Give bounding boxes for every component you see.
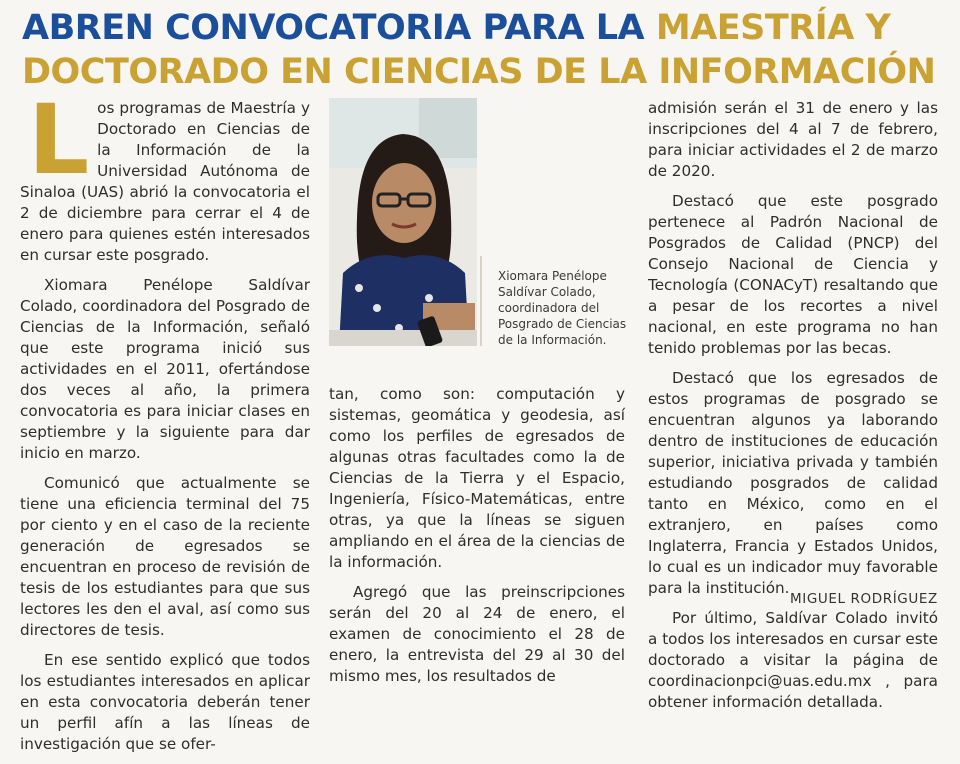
column-1 [20,84,310,764]
drop-cap: L [28,84,90,196]
headline-gold-part: MAESTRÍA Y DOCTORADO EN CIENCIAS DE LA INFORMACIÓN [22,8,936,92]
photo-caption: Xiomara Penélope Saldívar Colado, coordinadora del Posgrado de Ciencias de la Información. [498,269,627,347]
paragraph-5: tan, como son: computación y sistemas, geomática y geodesia, así como los perfiles de egresados de algunas otras facultades como la de Ciencias de la Tierra y el Espacio, Ingeniería, Físico-Matemáticas, entre otras, ya que la líneas se siguen ampliando en el área de la ciencias de la información. [329,385,625,571]
paragraph-1: Los programas de Maestría y Doctorado en Ciencias de la Información de la Universidad Autónoma de Sinaloa (UAS) abrió la convocatoria el 2 de diciembre para cerrar el 4 de enero para quienes estén interesados en cursar este posgrado. [20,84,310,264]
column-2 [329,384,625,696]
byline: MIGUEL RODRÍGUEZ [790,591,938,607]
paragraph-10: Por último, Saldívar Colado invitó a todos los interesados en cursar este doctorado a visitar la página de coordinacionpci@uas.edu.mx , para obtener información detallada. [648,609,938,711]
paragraph-2: Xiomara Penélope Saldívar Colado, coordinadora del Posgrado de Ciencias de la Información, señaló que este programa inició sus actividades en el 2011, ofertándose dos veces al año, la primera convocatoria es para iniciar clases en septiembre y la siguiente para dar inicio en marzo. [20,276,310,462]
headline-blue-part: ABREN CONVOCATORIA PARA LA [22,8,656,48]
headline [22,6,942,94]
paragraph-9: Destacó que los egresados de estos programas de posgrado se encuentran algunos ya laborando dentro de instituciones de educación superior, iniciativa privada y también estudiando posgrados de calidad tanto en México, como en el extranjero, en países como Inglaterra, Francia y Estados Unidos, lo cual es un indicador muy favorable para la institución. [648,369,938,597]
column-3 [648,98,938,722]
portrait-illustration [329,98,477,346]
paragraph-6: Agregó que las preinscripciones serán del 20 al 24 de enero, el examen de conocimiento el 28 de enero, la entrevista del 29 al 30 del mismo mes, los resultados de [329,583,625,685]
paragraph-4: En ese sentido explicó que todos los estudiantes interesados en aplicar en esta convocatoria deberán tener un perfil afín a las líneas de investigación que se ofer- [20,651,310,753]
portrait-photo [329,98,477,346]
caption-rule [480,256,482,346]
paragraph-8: Destacó que este posgrado pertenece al Padrón Nacional de Posgrados de Calidad (PNCP) del Consejo Nacional de Ciencia y Tecnología (CONACyT) resaltando que a pesar de los recortes a nivel nacional, en este programa no han tenido problemas por las becas. [648,192,938,357]
paragraph-7: admisión serán el 31 de enero y las inscripciones del 4 al 7 de febrero, para iniciar actividades el 2 de marzo de 2020. [648,99,938,180]
paragraph-3: Comunicó que actualmente se tiene una eficiencia terminal del 75 por ciento y en el caso de la reciente generación de egresados se encuentran en proceso de revisión de tesis de los estudiantes para que sus lectores les den el aval, así como sus directores de tesis. [20,474,310,639]
